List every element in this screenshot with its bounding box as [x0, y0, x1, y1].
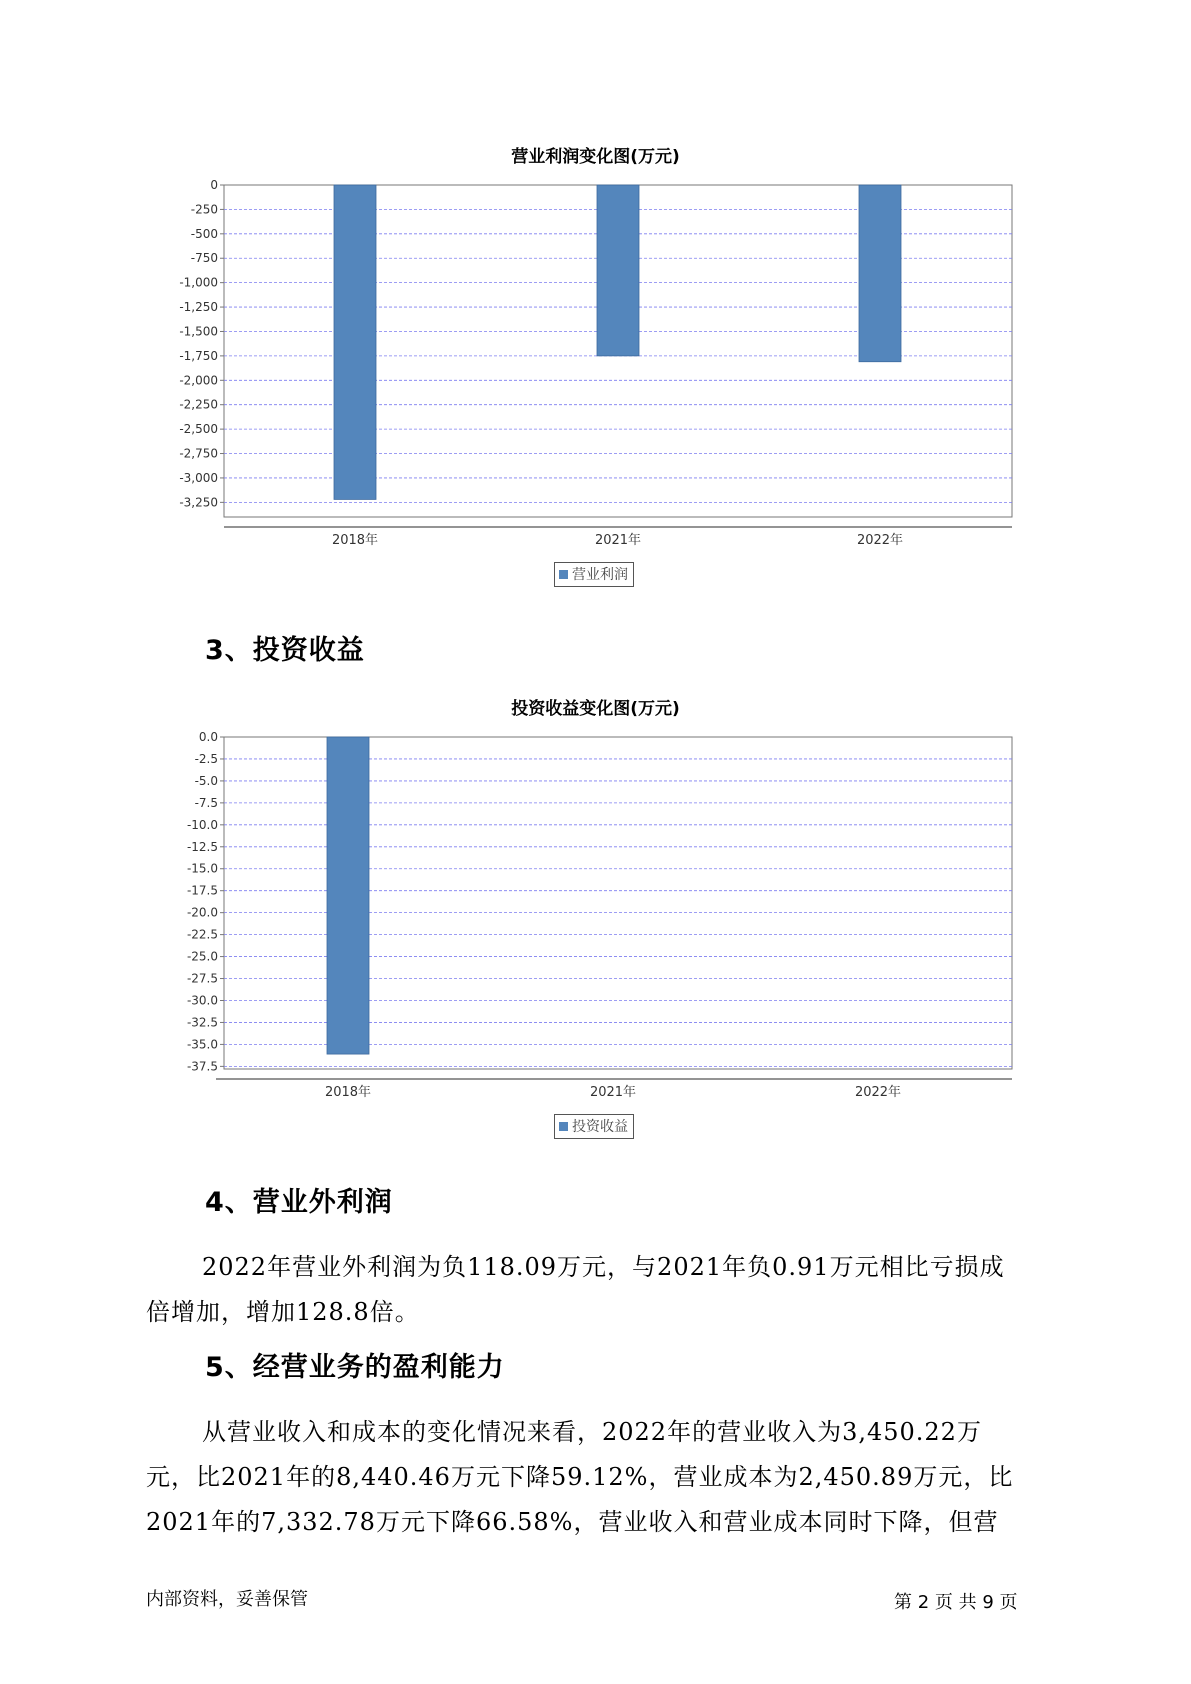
section5-line-1: 从营业收入和成本的变化情况来看，2022年的营业收入为3,450.22万	[202, 1418, 982, 1446]
chart1-ytick-label: -2,500	[179, 422, 218, 437]
chart2-ytick-label: -10.0	[186, 817, 218, 832]
investment-income-chart	[0, 722, 1191, 1100]
chart2-legend	[554, 1114, 634, 1139]
chart1-ytick-label: -2,750	[179, 446, 218, 461]
chart1-ytick-label: -500	[190, 226, 218, 241]
chart2-ytick-label: -2.5	[194, 751, 218, 766]
chart2-xtick-label: 2018年	[324, 1085, 372, 1100]
chart2-legend-label: 投资收益	[572, 1119, 628, 1135]
chart1-ytick-label: -3,250	[179, 495, 218, 510]
chart2-ytick-label: -17.5	[186, 883, 218, 898]
chart1-ytick-label: -2,250	[179, 397, 218, 412]
chart2-ytick-label: -37.5	[186, 1059, 218, 1074]
chart1-bar	[859, 185, 901, 362]
chart2-xtick-label: 2021年	[589, 1085, 637, 1100]
chart1-legend	[554, 562, 634, 587]
footer-page-number: 第 2 页 共 9 页	[894, 1592, 1018, 1613]
legend-swatch	[559, 570, 568, 579]
section5-line-2: 元，比2021年的8,440.46万元下降59.12%，营业成本为2,450.89万元，比	[146, 1463, 1014, 1491]
footer-confidential-note: 内部资料，妥善保管	[146, 1589, 308, 1610]
chart2-ytick-label: -22.5	[186, 927, 218, 942]
section4-line-1: 2022年营业外利润为负118.09万元，与2021年负0.91万元相比亏损成	[202, 1253, 1005, 1281]
chart2-ytick-label: -12.5	[186, 839, 218, 854]
chart1-ytick-label: -250	[190, 202, 218, 217]
section5-line-3: 2021年的7,332.78万元下降66.58%，营业收入和营业成本同时下降，但营	[146, 1508, 999, 1536]
chart1-ytick-label: -1,500	[179, 324, 218, 339]
chart2-ytick-label: -35.0	[186, 1037, 218, 1052]
chart2-ytick-label: -25.0	[186, 949, 218, 964]
chart1-ytick-label: 0	[210, 178, 218, 192]
chart1-xtick-label: 2022年	[856, 533, 904, 548]
chart2-ytick-label: -20.0	[186, 905, 218, 920]
section4-line-2: 倍增加，增加128.8倍。	[146, 1298, 420, 1326]
chart1-ytick-label: -1,250	[179, 300, 218, 315]
chart1-bar	[597, 185, 639, 356]
operating-profit-chart	[0, 170, 1191, 548]
heading-investment-income: 3、投资收益	[205, 635, 365, 666]
chart1-bar	[334, 185, 376, 499]
chart2-ytick-label: -5.0	[194, 773, 218, 788]
chart2-title: 投资收益变化图(万元)	[511, 699, 680, 719]
chart2-ytick-label: -30.0	[186, 993, 218, 1008]
chart1-ytick-label: -3,000	[179, 470, 218, 485]
chart2-ytick-label: -7.5	[194, 795, 218, 810]
chart1-ytick-label: -1,000	[179, 275, 218, 290]
heading-operating-profitability: 5、经营业务的盈利能力	[205, 1352, 505, 1383]
chart2-xtick-label: 2022年	[854, 1085, 902, 1100]
chart1-ytick-label: -2,000	[179, 373, 218, 388]
chart1-ytick-label: -750	[190, 251, 218, 266]
chart1-title: 营业利润变化图(万元)	[511, 147, 680, 167]
chart1-legend-label: 营业利润	[572, 567, 628, 583]
chart2-bar	[327, 737, 369, 1054]
chart2-ytick-label: -27.5	[186, 971, 218, 986]
chart2-ytick-label: -32.5	[186, 1015, 218, 1030]
chart2-ytick-label: -15.0	[186, 861, 218, 876]
legend-swatch	[559, 1122, 568, 1131]
chart1-ytick-label: -1,750	[179, 348, 218, 363]
chart1-xtick-label: 2018年	[331, 533, 379, 548]
heading-non-operating-profit: 4、营业外利润	[205, 1187, 393, 1218]
chart2-ytick-label: 0.0	[198, 730, 218, 744]
chart1-xtick-label: 2021年	[594, 533, 642, 548]
